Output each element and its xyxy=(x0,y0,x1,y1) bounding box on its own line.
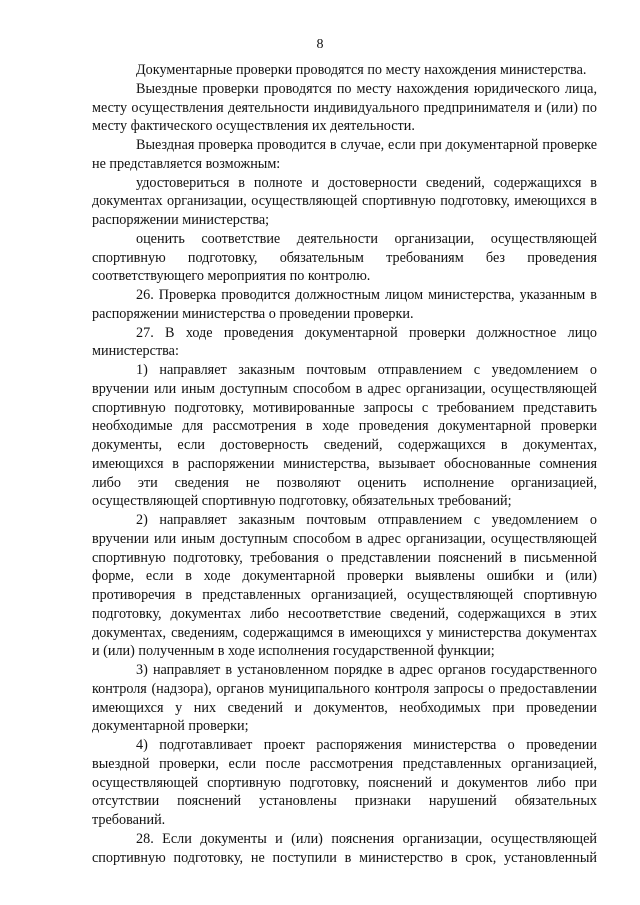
paragraph-verify-completeness: удостовериться в полноте и достоверности сведений, содержащихся в документах организации, осуществляющей спортивную подготовку, имеющихся в распоряжении министерства; xyxy=(92,174,597,228)
paragraph-assess-compliance: оценить соответствие деятельности организации, осуществляющей спортивную подготовку, обязательным требованиям без проведения соответствующего мероприятия по контролю. xyxy=(92,230,597,285)
paragraph-onsite-condition: Выездная проверка проводится в случае, если при документарной проверке не представляется возможным: xyxy=(92,137,597,172)
paragraph-item-28: 28. Если документы и (или) пояснения организации, осуществляющей спортивную подготовку, не поступили в министерство в срок, установленный xyxy=(92,830,597,866)
paragraph-subitem-3: 3) направляет в установленном порядке в адрес органов государственного контроля (надзора), органов муниципального контроля запросы о предоставлении имеющихся у них сведений и документов, необходимых при проведении документарной проверки; xyxy=(92,662,597,735)
page-number: 8 xyxy=(316,37,324,52)
paragraph-subitem-4: 4) подготавливает проект распоряжения министерства о проведении выездной проверки, если после рассмотрения представленных организацией, осуществляющей спортивную подготовку, пояснений и документов либо при отсутствии пояснений установлены признаки нарушений обязательных требований. xyxy=(92,737,597,828)
document-body xyxy=(92,61,597,867)
paragraph-subitem-2: 2) направляет заказным почтовым отправлением с уведомлением о вручении или иным доступным способом в адрес организации, осуществляющей спортивную подготовку, требования о представлении пояснений в письменной форме, если в ходе документарной проверки выявлены ошибки и (или) противоречия в представленных организацией, осуществляющей спортивную подготовку, документах либо несоответствие сведений, содержащихся в этих документах, сведениям, содержащимся в имеющихся у министерства документах и (или) полученным в ходе исполнения государственной функции; xyxy=(92,512,597,660)
paragraph-subitem-1: 1) направляет заказным почтовым отправлением с уведомлением о вручении или иным доступным способом в адрес организации, осуществляющей спортивную подготовку, мотивированные запросы с требованием представить необходимые для рассмотрения в ходе проведения документарной проверки документы, если достоверность сведений, содержащихся в документах, имеющихся в распоряжении министерства, вызывает обоснованные сомнения либо эти сведения не позволяют оценить исполнение организацией, осуществляющей спортивную подготовку, обязательных требований; xyxy=(92,362,597,510)
paragraph-item-26: 26. Проверка проводится должностным лицом министерства, указанным в распоряжении министерства о проведении проверки. xyxy=(92,287,597,322)
paragraph-documentary-location: Документарные проверки проводятся по месту нахождения министерства. xyxy=(136,62,587,78)
paragraph-item-27: 27. В ходе проведения документарной проверки должностное лицо министерства: xyxy=(92,324,597,360)
paragraph-onsite-location: Выездные проверки проводятся по месту нахождения юридического лица, месту осуществления деятельности индивидуального предпринимателя и (или) по месту фактического осуществления их деятельности. xyxy=(92,80,597,135)
